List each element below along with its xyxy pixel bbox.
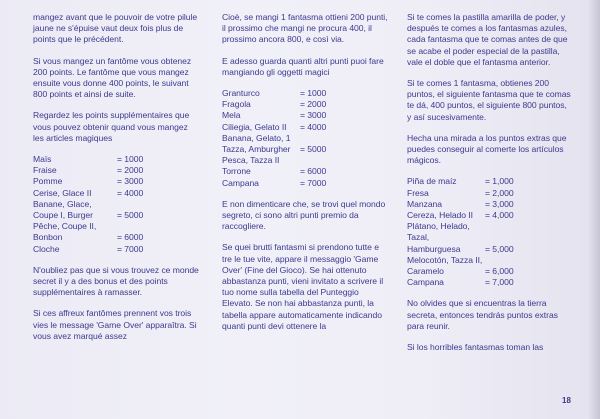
item-name: Ciliegia, Gelato II <box>222 121 287 132</box>
paragraph: E non dimenticare che, se trovi quel mondo segreto, ci sono altri punti premio da raccogliere. <box>222 198 386 232</box>
paragraph: Hecha una mirada a los puntos extras que puedes conseguir al comerte los artículos mágicos. <box>407 132 567 166</box>
page-number: 18 <box>562 396 571 405</box>
list-item <box>33 232 201 243</box>
item-name: Tazza, Amburgher <box>222 144 291 155</box>
item-name: Cloche <box>33 243 60 254</box>
list-item <box>407 255 572 266</box>
paragraph: Regardez les points supplémentaires que vous pouvez obtenir quand vous mangez les articles magiques <box>33 110 190 143</box>
item-name: Coupe I, Burger <box>33 210 93 221</box>
item-value: = 6000 <box>117 232 144 243</box>
list-item <box>407 199 572 210</box>
list-item <box>33 165 201 176</box>
paragraph: Si ces affreux fantômes prennent vos trois vies le message 'Game Over' apparaîtra. Si vous avez marqué assez <box>33 308 197 341</box>
paragraph: Se quei brutti fantasmi si prendono tutte e tre le tue vite, appare il messaggio 'Game Over' (Fine del Gioco). Se hai ottenuto abbastanza punti, vieni invitato a scrivere il tuo nome sulla tabella del Punteggio Elevato. Se non hai abbastanza punti, la tabella appare automaticamente indicando quanti punti devi ottenere la <box>222 242 384 331</box>
list-item <box>222 110 390 121</box>
item-name: Cereza, Helado II <box>407 210 474 221</box>
list-item <box>407 210 572 221</box>
paragraph: Si vous mangez un fantôme vous obtenez 200 points. Le fantôme que vous mangez ensuite vous donne 400 points, le suivant 800 points et ainsi de suite. <box>33 55 192 100</box>
list-item <box>33 176 201 187</box>
list-item <box>33 199 201 210</box>
item-name: Banana, Gelato, 1 <box>222 132 291 143</box>
list-item <box>33 188 201 199</box>
list-item <box>33 154 201 165</box>
list-item <box>222 144 390 155</box>
item-name: Torrone <box>222 166 251 177</box>
item-name: Cerise, Glace II <box>33 187 92 198</box>
paragraph: No olvides que si encuentras la tierra secreta, entonces tendrás puntos extras para reunir. <box>407 298 558 331</box>
item-value: = 4000 <box>117 187 144 198</box>
list-item <box>222 99 390 110</box>
item-value: = 3000 <box>117 176 144 187</box>
points-list <box>222 88 390 189</box>
list-item <box>222 88 390 99</box>
item-value: = 2000 <box>300 99 327 110</box>
item-name: Pomme <box>33 176 63 187</box>
item-value: = 5000 <box>300 144 327 155</box>
paragraph: mangez avant que le pouvoir de votre pilule jaune ne s'épuise vaut deux fois plus de points que le précédent. <box>33 12 198 45</box>
list-item <box>407 176 572 187</box>
list-item <box>407 244 572 255</box>
paragraph: N'oubliez pas que si vous trouvez ce monde secret il y a des bonus et des points supplémentaires à ramasser. <box>33 264 199 298</box>
item-name: Campana <box>407 277 444 288</box>
item-value: = 2000 <box>117 165 144 176</box>
spanish-column <box>407 12 572 363</box>
item-value: = 4,000 <box>485 210 514 221</box>
list-item <box>222 122 390 133</box>
list-item <box>222 155 390 166</box>
item-name: Fresa <box>407 187 429 198</box>
list-item <box>407 277 572 288</box>
list-item <box>407 221 572 243</box>
list-item <box>407 188 572 199</box>
item-value: = 1,000 <box>485 176 514 187</box>
item-name: Plátano, Helado, Tazal, <box>407 221 470 243</box>
italian-column <box>222 12 390 342</box>
item-name: Hamburguesa <box>407 243 461 254</box>
item-name: Caramelo <box>407 266 444 277</box>
item-value: = 1000 <box>300 88 327 99</box>
item-name: Pêche, Coupe II, <box>33 221 97 232</box>
item-value: = 1000 <box>117 154 144 165</box>
paragraph: E adesso guarda quanti altri punti puoi fare mangiando gli oggetti magici <box>222 55 384 77</box>
item-name: Pesca, Tazza II <box>222 155 280 166</box>
item-value: = 3000 <box>300 110 327 121</box>
item-name: Campana <box>222 177 259 188</box>
item-value: = 5000 <box>117 210 144 221</box>
item-name: Fraise <box>33 165 57 176</box>
paragraph: Si te comes la pastilla amarilla de poder, y después te comes a los fantasmas azules, cada fantasma que te comas antes de que se acabe el poder especial de la pastilla, vale el doble que el fantasma anterior. <box>407 12 568 67</box>
item-name: Piña de maíz <box>407 176 457 187</box>
paragraph: Si los horribles fantasmas toman las <box>407 342 544 353</box>
list-item <box>407 266 572 277</box>
item-name: Mela <box>222 110 241 121</box>
item-value: = 5,000 <box>485 243 514 254</box>
paragraph: Si te comes 1 fantasma, obtienes 200 puntos, el siguiente fantasma que te comas te dá, 400 puntos, el siguiente 800 puntos, y así sucesivamente. <box>407 78 571 122</box>
list-item <box>33 244 201 255</box>
item-name: Granturco <box>222 88 260 99</box>
item-name: Maïs <box>33 154 52 165</box>
french-column <box>33 12 201 352</box>
list-item <box>33 221 201 232</box>
item-value: = 7000 <box>300 177 327 188</box>
paragraph: Cioè, se mangi 1 fantasma ottieni 200 punti, il prossimo che mangi ne procura 400, il prossimo ancora 800, e così via. <box>222 12 388 45</box>
item-value: = 7000 <box>117 243 144 254</box>
list-item <box>222 178 390 189</box>
item-value: = 3,000 <box>485 198 514 209</box>
item-name: Manzana <box>407 198 443 209</box>
points-list <box>407 176 572 288</box>
item-name: Bonbon <box>33 232 63 243</box>
item-value: = 6000 <box>300 166 327 177</box>
list-item <box>33 210 201 221</box>
points-list <box>33 154 201 255</box>
page-edge-shadow <box>588 0 600 419</box>
item-name: Melocotón, Tazza II, <box>407 254 483 265</box>
item-value: = 4000 <box>300 121 327 132</box>
item-value: = 2,000 <box>485 187 514 198</box>
item-value: = 6,000 <box>485 266 514 277</box>
item-value: = 7,000 <box>485 277 514 288</box>
list-item <box>222 166 390 177</box>
item-name: Fragola <box>222 99 251 110</box>
list-item <box>222 133 390 144</box>
item-name: Banane, Glace, <box>33 198 92 209</box>
